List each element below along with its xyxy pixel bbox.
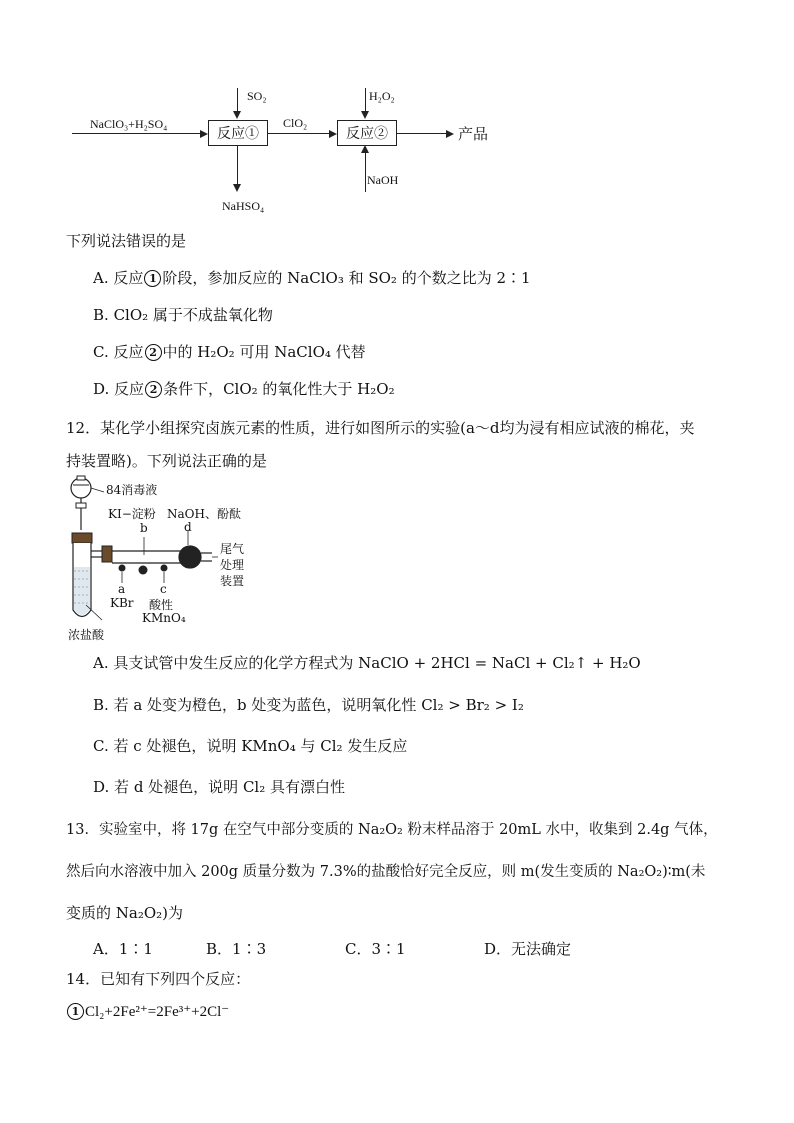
clo2-line [267,133,329,134]
q13-option-c: C．3∶1 [345,940,406,958]
naoh-label: NaOH [367,173,399,187]
q12-option-b: B. 若 a 处变为橙色，b 处变为蓝色，说明氧化性 Cl₂ > Br₂ > I₂ [93,696,524,714]
arrow-down-icon [233,184,241,192]
product-label: 产品 [458,125,489,143]
naoh-line [365,152,366,192]
arrow-right-icon [329,130,337,138]
circled-number: 2 [145,344,162,361]
label-d: d [184,520,192,534]
label-kmno4: KMnO₄ [142,611,186,625]
q13-option-d: D．无法确定 [484,940,572,958]
circled-number: 1 [67,1003,84,1020]
q13-line2: 然后向水溶液中加入 200g 质量分数为 7.3%的盐酸恰好完全反应，则 m(发生变质的 Na₂O₂)∶m(未 [66,864,706,880]
nahso4-line [237,145,238,185]
label-acidic: 酸性 [149,598,174,612]
flow-input-label: NaClO₃+H₂SO₄ [90,117,168,131]
q13-line3: 变质的 Na₂O₂)为 [66,904,184,922]
label-naoh: NaOH、酚酞 [167,507,241,521]
label-hcl: 浓盐酸 [68,628,105,642]
arrow-right-icon [200,130,208,138]
q12-option-d: D. 若 d 处褪色，说明 Cl₂ 具有漂白性 [93,778,346,796]
clo2-label: ClO₂ [283,116,308,130]
so2-label: SO₂ [247,89,267,103]
label-ki: KI−淀粉 [108,507,156,521]
nahso4-label: NaHSO₄ [222,199,265,213]
label-b: b [140,521,148,535]
label-disinfectant: 84消毒液 [106,483,158,497]
q12-line1: 12．某化学小组探究卤族元素的性质，进行如图所示的实验(a～d均为浸有相应试液的棉花，夹 [66,419,695,437]
arrow-right-icon [446,130,454,138]
reaction1-box: 反应① [208,120,268,146]
q11-stem: 下列说法错误的是 [66,232,187,250]
label-c: c [160,582,167,596]
q11-option-b: B. ClO₂ 属于不成盐氧化物 [93,306,273,324]
label-exhaust: 尾气 [220,542,245,556]
flow-input-line [72,133,200,134]
q13-line1: 13．实验室中，将 17g 在空气中部分变质的 Na₂O₂ 粉末样品溶于 20mL 水中，收集到 2.4g 气体， [66,822,718,838]
q11-option-a: A. 反应 1 阶段，参加反应的 NaClO₃ 和 SO₂ 的个数之比为 2∶1 [93,269,531,287]
label-exhaust: 处理 [220,558,245,572]
q14-stem: 14．已知有下列四个反应： [66,970,251,988]
q12-line2: 持装置略)。下列说法正确的是 [66,452,267,470]
q12-option-c: C. 若 c 处褪色，说明 KMnO₄ 与 Cl₂ 发生反应 [93,737,408,755]
circled-number: 2 [145,381,162,398]
reaction2-box: 反应② [337,120,397,146]
q13-option-a: A．1∶1 [93,940,153,958]
q11-option-d: D. 反应 2 条件下，ClO₂ 的氧化性大于 H₂O₂ [93,380,395,398]
label-kbr: KBr [110,596,134,610]
q11-option-c: C. 反应 2 中的 H₂O₂ 可用 NaClO₄ 代替 [93,343,366,361]
arrow-down-icon [233,111,241,119]
q13-option-b: B．1∶3 [206,940,267,958]
product-line [396,133,446,134]
circled-number: 1 [144,270,161,287]
arrow-down-icon [361,111,369,119]
apparatus-diagram [60,475,260,645]
label-a: a [118,582,126,596]
so2-line [237,88,238,112]
h2o2-line [365,88,366,112]
q14-equation-1: 1 Cl₂+2Fe²⁺=2Fe³⁺+2Cl⁻ [66,1002,229,1021]
q12-option-a: A. 具支试管中发生反应的化学方程式为 NaClO + 2HCl = NaCl + Cl₂↑ + H₂O [93,654,641,672]
h2o2-label: H₂O₂ [369,89,395,103]
label-exhaust: 装置 [220,574,245,588]
